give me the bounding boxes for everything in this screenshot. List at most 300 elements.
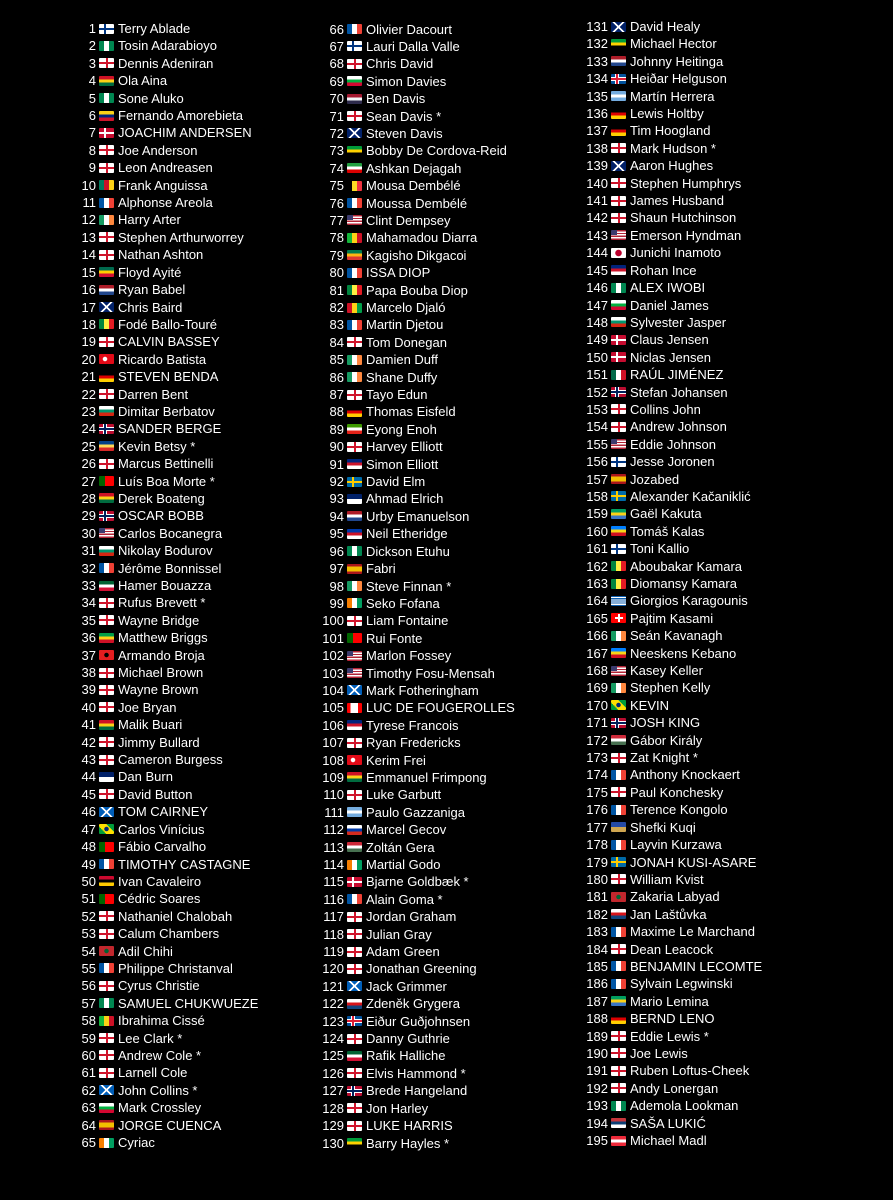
flag-phi-icon xyxy=(347,529,362,539)
player-name: BENJAMIN LECOMTE xyxy=(630,958,763,974)
player-name: Ashkan Dejagah xyxy=(366,160,462,176)
player-number: 140 xyxy=(586,175,608,191)
player-number: 130 xyxy=(322,1135,344,1151)
flag-irl-icon xyxy=(611,631,626,641)
player-number: 22 xyxy=(81,386,96,402)
flag-eng-icon xyxy=(347,738,362,748)
flag-ven-icon xyxy=(99,111,114,121)
flag-swe-icon xyxy=(347,477,362,487)
player-number: 38 xyxy=(81,665,96,681)
player-number: 40 xyxy=(81,699,96,715)
flag-fra-icon xyxy=(347,268,362,278)
player-number: 162 xyxy=(586,558,608,574)
player-name: Rafik Halliche xyxy=(366,1048,446,1064)
player-name: ALEX IWOBI xyxy=(630,280,706,296)
flag-kos-icon xyxy=(611,822,626,832)
player-name: Frank Anguissa xyxy=(118,177,208,193)
flag-eng-icon xyxy=(611,1066,626,1076)
player-number: 10 xyxy=(81,177,96,193)
player-name: Dan Burn xyxy=(118,769,173,785)
player-name: Michael Madl xyxy=(630,1133,707,1148)
flag-fra-icon xyxy=(611,805,626,815)
player-name: Emmanuel Frimpong xyxy=(366,769,487,785)
player-number: 2 xyxy=(88,38,96,54)
player-name: Tom Donegan xyxy=(366,334,447,350)
player-name: Kerim Frei xyxy=(366,752,426,768)
flag-eng-icon xyxy=(99,1068,114,1078)
player-name: Elvis Hammond * xyxy=(366,1065,466,1081)
flag-sey-icon xyxy=(99,441,114,451)
player-number: 9 xyxy=(88,160,96,176)
player-number: 63 xyxy=(81,1100,96,1116)
player-number: 15 xyxy=(81,264,96,280)
player-name: Lee Clark * xyxy=(118,1030,183,1046)
player-name: SANDER BERGE xyxy=(118,421,222,437)
flag-fra-icon xyxy=(611,961,626,971)
player-name: Nikolay Bodurov xyxy=(118,543,213,559)
player-name: Moussa Dembélé xyxy=(366,195,468,211)
player-number: 17 xyxy=(81,299,96,315)
flag-wal-icon xyxy=(99,1103,114,1113)
flag-fra-icon xyxy=(99,198,114,208)
player-number: 90 xyxy=(329,439,344,455)
flag-eng-icon xyxy=(99,755,114,765)
player-name: Damien Duff xyxy=(366,352,439,368)
player-number: 194 xyxy=(586,1115,608,1131)
player-name: Ryan Babel xyxy=(118,282,186,298)
player-number: 185 xyxy=(586,958,608,974)
player-name: Mark Hudson * xyxy=(630,140,716,156)
player-name: Alexander Kačaniklić xyxy=(630,488,751,504)
player-number: 26 xyxy=(81,456,96,472)
player-name: Giorgios Karagounis xyxy=(630,593,748,609)
player-number: 18 xyxy=(81,316,96,332)
player-name: Mark Crossley xyxy=(118,1100,202,1116)
player-number: 189 xyxy=(586,1028,608,1044)
flag-esp-icon xyxy=(99,1120,114,1130)
flag-eng-icon xyxy=(99,737,114,747)
flag-jam-icon xyxy=(347,1138,362,1148)
player-name: Dickson Etuhu xyxy=(366,543,450,559)
flag-eng-icon xyxy=(99,163,114,173)
player-number: 45 xyxy=(81,786,96,802)
flag-gbr-icon xyxy=(611,22,626,32)
flag-fin-icon xyxy=(347,41,362,51)
player-name: Bjarne Goldbæk * xyxy=(366,874,469,890)
flag-nga-icon xyxy=(347,546,362,556)
player-name: Alphonse Areola xyxy=(118,195,213,211)
flag-eng-icon xyxy=(611,143,626,153)
player-number: 114 xyxy=(323,857,344,872)
player-number: 151 xyxy=(586,367,608,383)
flag-eng-icon xyxy=(99,459,114,469)
player-name: Claus Jensen xyxy=(630,332,709,348)
flag-nzl-icon xyxy=(347,459,362,469)
player-name: Leon Andreasen xyxy=(118,160,213,176)
flag-swe-icon xyxy=(611,857,626,867)
player-name: Ricardo Batista xyxy=(118,351,207,367)
player-name: Dimitar Berbatov xyxy=(118,403,215,419)
player-number: 33 xyxy=(81,578,96,593)
player-name: Ben Davis xyxy=(366,91,426,107)
player-name: Harvey Elliott xyxy=(366,439,443,455)
flag-gre-icon xyxy=(611,596,626,606)
player-number: 88 xyxy=(329,404,344,420)
flag-bul-icon xyxy=(611,317,626,327)
flag-alb-icon xyxy=(99,650,114,660)
player-name: Joe Lewis xyxy=(630,1045,688,1061)
player-name: Wayne Brown xyxy=(118,682,199,698)
player-name: Rohan Ince xyxy=(630,262,697,278)
player-name: Ivan Cavaleiro xyxy=(118,873,202,889)
flag-eng-icon xyxy=(347,947,362,957)
player-name: Joe Anderson xyxy=(118,142,198,158)
flag-ger-icon xyxy=(611,1014,626,1024)
player-name: Eddie Johnson xyxy=(630,436,717,452)
player-name: ISSA DIOP xyxy=(366,265,431,281)
player-name: Mario Lemina xyxy=(630,993,709,1009)
player-number: 190 xyxy=(586,1045,608,1061)
flag-gab-icon xyxy=(611,996,626,1006)
flag-isl-icon xyxy=(611,74,626,84)
player-number: 110 xyxy=(323,787,344,803)
player-number: 129 xyxy=(322,1118,344,1134)
player-name: Zat Knight * xyxy=(630,750,698,766)
flag-civ-icon xyxy=(99,1138,114,1148)
player-name: Gábor Király xyxy=(630,732,703,748)
flag-por-icon xyxy=(99,842,114,852)
player-number: 176 xyxy=(586,802,608,818)
player-name: Sylvain Legwinski xyxy=(630,976,733,992)
flag-fra-icon xyxy=(347,198,362,208)
player-number: 184 xyxy=(586,941,608,957)
flag-eng-icon xyxy=(347,912,362,922)
flag-eng-icon xyxy=(347,1034,362,1044)
player-number: 43 xyxy=(81,752,96,768)
flag-tha-icon xyxy=(347,94,362,104)
player-name: Urby Emanuelson xyxy=(366,508,470,524)
player-name: Emerson Hyndman xyxy=(630,227,742,243)
flag-eng-icon xyxy=(99,1050,114,1060)
player-number: 31 xyxy=(81,543,96,559)
flag-bra-icon xyxy=(99,824,114,834)
player-name: Toni Kallio xyxy=(630,541,690,557)
flag-por-icon xyxy=(347,633,362,643)
player-number: 16 xyxy=(81,282,96,298)
player-name: Sylvester Jasper xyxy=(630,314,727,330)
player-name: Shaun Hutchinson xyxy=(630,210,737,226)
player-name: JOACHIM ANDERSEN xyxy=(118,125,252,141)
player-name: Carlos Bocanegra xyxy=(118,525,223,541)
player-number: 56 xyxy=(81,978,96,994)
player-name: Shane Duffy xyxy=(366,369,438,385)
flag-gbr-icon xyxy=(99,302,114,312)
player-number: 146 xyxy=(586,280,608,296)
flag-fra-icon xyxy=(99,963,114,973)
flag-rus-icon xyxy=(347,825,362,835)
player-number: 174 xyxy=(586,767,608,783)
player-number: 51 xyxy=(81,891,96,907)
player-number: 125 xyxy=(322,1048,344,1064)
player-number: 145 xyxy=(586,262,608,278)
player-name: Heiðar Helguson xyxy=(630,71,727,87)
player-number: 119 xyxy=(323,944,344,960)
flag-jam-icon xyxy=(347,146,362,156)
flag-irl-icon xyxy=(611,683,626,693)
flag-arg-icon xyxy=(611,91,626,101)
flag-eng-icon xyxy=(347,616,362,626)
flag-usa-icon xyxy=(347,215,362,225)
player-name: Olivier Dacourt xyxy=(366,21,452,37)
player-number: 104 xyxy=(322,682,344,698)
flag-eng-icon xyxy=(99,685,114,695)
player-number: 98 xyxy=(329,578,344,594)
player-name: Lewis Holtby xyxy=(630,106,704,122)
player-number: 136 xyxy=(586,106,608,122)
player-number: 158 xyxy=(586,488,608,504)
flag-alg-icon xyxy=(347,1051,362,1061)
player-name: Mark Fotheringham xyxy=(366,682,479,698)
player-name: Aboubakar Kamara xyxy=(630,558,743,574)
flag-eng-icon xyxy=(347,964,362,974)
player-number: 74 xyxy=(329,160,344,176)
player-name: Martín Herrera xyxy=(630,88,715,104)
flag-eng-icon xyxy=(347,790,362,800)
flag-usa-icon xyxy=(611,666,626,676)
player-number: 156 xyxy=(586,454,608,470)
player-name: Carlos Vinícius xyxy=(118,821,205,837)
player-name: Simon Davies xyxy=(366,73,447,89)
player-name: LUC DE FOUGEROLLES xyxy=(366,700,515,716)
flag-gbr-icon xyxy=(347,128,362,138)
player-name: LUKE HARRIS xyxy=(366,1118,453,1134)
player-name: Kevin Betsy * xyxy=(118,438,196,454)
flag-srb-icon xyxy=(611,1118,626,1128)
player-number: 138 xyxy=(586,140,608,156)
flag-sco-icon xyxy=(347,685,362,695)
player-name: Andy Lonergan xyxy=(630,1080,719,1096)
player-number: 49 xyxy=(81,856,96,872)
player-number: 160 xyxy=(586,523,608,539)
player-name: Seko Fofana xyxy=(366,595,440,611)
player-name: Jack Grimmer xyxy=(366,978,447,994)
player-number: 161 xyxy=(586,541,608,557)
player-number: 42 xyxy=(81,734,96,750)
player-number: 117 xyxy=(323,909,344,925)
player-name: BERND LENO xyxy=(630,1011,715,1027)
flag-mli-icon xyxy=(347,233,362,243)
flag-usa-icon xyxy=(611,230,626,240)
player-name: JONAH KUSI-ASARE xyxy=(630,854,757,870)
flag-gnb-icon xyxy=(347,303,362,313)
flag-nor-icon xyxy=(99,424,114,434)
player-number: 141 xyxy=(586,193,608,209)
player-name: Cédric Soares xyxy=(118,891,201,907)
flag-ang-icon xyxy=(99,876,114,886)
flag-gbr-icon xyxy=(611,161,626,171)
player-name: RAÚL JIMÉNEZ xyxy=(630,367,724,383)
flag-jam-icon xyxy=(611,39,626,49)
player-number: 60 xyxy=(81,1047,96,1063)
player-number: 97 xyxy=(329,561,344,577)
player-name: Ademola Lookman xyxy=(630,1098,739,1114)
flag-wal-icon xyxy=(347,76,362,86)
player-name: Paulo Gazzaniga xyxy=(366,804,466,820)
player-name: Ruben Loftus-Cheek xyxy=(630,1063,750,1079)
flag-cod-icon xyxy=(611,648,626,658)
flag-eng-icon xyxy=(611,196,626,206)
player-name: Aaron Hughes xyxy=(630,158,714,174)
player-number: 8 xyxy=(88,142,96,158)
player-number: 147 xyxy=(586,297,608,313)
player-number: 72 xyxy=(329,125,344,141)
player-number: 173 xyxy=(586,750,608,766)
flag-sco-icon xyxy=(99,1085,114,1095)
player-name: Chris David xyxy=(366,56,434,72)
player-name: Rufus Brevett * xyxy=(118,595,206,611)
player-name: Julian Gray xyxy=(366,926,432,942)
player-name: Eddie Lewis * xyxy=(630,1028,709,1044)
player-number: 99 xyxy=(329,595,344,611)
player-name: Layvin Kurzawa xyxy=(630,837,722,853)
flag-sco-icon xyxy=(99,807,114,817)
player-number: 152 xyxy=(586,384,608,400)
player-number: 4 xyxy=(88,73,96,89)
flag-gab-icon xyxy=(611,509,626,519)
flag-ger-icon xyxy=(99,372,114,382)
flag-civ-icon xyxy=(347,598,362,608)
player-number: 3 xyxy=(88,55,96,71)
player-number: 28 xyxy=(81,490,96,506)
flag-tur-icon xyxy=(347,755,362,765)
player-number: 157 xyxy=(586,471,608,487)
player-number: 111 xyxy=(324,804,344,820)
player-name: Eyong Enoh xyxy=(366,421,437,437)
player-number: 169 xyxy=(586,680,608,696)
player-number: 177 xyxy=(586,819,608,835)
player-number: 167 xyxy=(586,645,608,661)
player-name: Sean Davis * xyxy=(366,108,442,124)
player-number: 193 xyxy=(586,1098,608,1114)
flag-eng-icon xyxy=(611,787,626,797)
flag-can-icon xyxy=(347,703,362,713)
player-number: 53 xyxy=(81,926,96,942)
player-name: Ahmad Elrich xyxy=(366,491,444,507)
player-name: David Elm xyxy=(366,474,426,490)
player-number: 69 xyxy=(329,73,344,89)
flag-den-icon xyxy=(347,877,362,887)
player-number: 191 xyxy=(586,1063,608,1079)
player-number: 82 xyxy=(329,300,344,315)
flag-esp-icon xyxy=(347,564,362,574)
player-number: 24 xyxy=(81,421,96,437)
player-number: 126 xyxy=(322,1065,344,1081)
player-name: Martial Godo xyxy=(366,857,441,872)
player-name: Rui Fonte xyxy=(366,630,423,646)
player-number: 91 xyxy=(329,456,344,472)
player-number: 44 xyxy=(81,769,96,785)
player-name: Alain Goma * xyxy=(366,891,443,907)
player-name: Calum Chambers xyxy=(118,926,220,942)
player-number: 127 xyxy=(322,1083,344,1099)
player-name: Sone Aluko xyxy=(118,90,184,106)
player-number: 164 xyxy=(586,593,608,609)
player-name: JOSH KING xyxy=(630,715,701,731)
player-number: 46 xyxy=(81,804,96,820)
flag-nor-icon xyxy=(611,718,626,728)
player-name: Stefan Johansen xyxy=(630,384,728,400)
flag-eng-icon xyxy=(99,145,114,155)
player-number: 1 xyxy=(88,21,96,36)
flag-hun-icon xyxy=(347,842,362,852)
player-number: 59 xyxy=(81,1030,96,1046)
player-number: 107 xyxy=(322,735,344,751)
player-number: 67 xyxy=(329,38,344,54)
player-number: 163 xyxy=(586,576,608,591)
player-name: Marcus Bettinelli xyxy=(118,456,214,472)
flag-den-icon xyxy=(611,352,626,362)
player-name: Terence Kongolo xyxy=(630,802,728,818)
player-name: Darren Bent xyxy=(118,386,189,402)
player-name: Armando Broja xyxy=(118,647,205,663)
flag-eng-icon xyxy=(611,213,626,223)
flag-eng-icon xyxy=(611,1031,626,1041)
player-name: Fábio Carvalho xyxy=(118,839,207,855)
flag-mar-icon xyxy=(611,892,626,902)
flag-sco-icon xyxy=(347,981,362,991)
player-number: 36 xyxy=(81,630,96,646)
flag-eng-icon xyxy=(611,404,626,414)
flag-eng-icon xyxy=(347,390,362,400)
player-name: Anthony Knockaert xyxy=(630,767,740,783)
player-number: 137 xyxy=(586,123,608,139)
player-number: 71 xyxy=(329,108,344,124)
player-name: Jan Laštůvka xyxy=(630,906,707,922)
flag-fra-icon xyxy=(611,770,626,780)
flag-jpn-icon xyxy=(611,248,626,258)
flag-ned-icon xyxy=(347,511,362,521)
flag-mli-icon xyxy=(99,1016,114,1026)
player-name: Ibrahima Cissé xyxy=(118,1013,205,1029)
flag-ger-icon xyxy=(611,109,626,119)
flag-tur-icon xyxy=(99,354,114,364)
flag-sui-icon xyxy=(611,613,626,623)
player-name: TOM CAIRNEY xyxy=(118,804,209,820)
flag-aus-icon xyxy=(99,772,114,782)
flag-irn-icon xyxy=(347,163,362,173)
flag-ned-icon xyxy=(611,56,626,66)
player-name: Barry Hayles * xyxy=(366,1135,450,1151)
flag-irl-icon xyxy=(347,355,362,365)
player-name: Chris Baird xyxy=(118,299,183,315)
player-number: 170 xyxy=(586,697,608,713)
flag-nor-icon xyxy=(99,511,114,521)
player-number: 178 xyxy=(586,837,608,853)
player-name: Tim Hoogland xyxy=(630,123,711,139)
flag-nor-icon xyxy=(347,1086,362,1096)
player-number: 108 xyxy=(322,752,344,768)
player-name: Fabri xyxy=(366,561,396,577)
player-number: 180 xyxy=(586,871,608,887)
player-name: Floyd Ayité xyxy=(118,264,182,280)
player-name: Junichi Inamoto xyxy=(630,245,722,261)
player-number: 62 xyxy=(81,1082,96,1098)
player-number: 106 xyxy=(322,717,344,733)
player-name: Clint Dempsey xyxy=(366,212,451,228)
flag-aut-icon xyxy=(611,1136,626,1146)
player-number: 55 xyxy=(81,960,96,976)
flag-ger-icon xyxy=(611,126,626,136)
